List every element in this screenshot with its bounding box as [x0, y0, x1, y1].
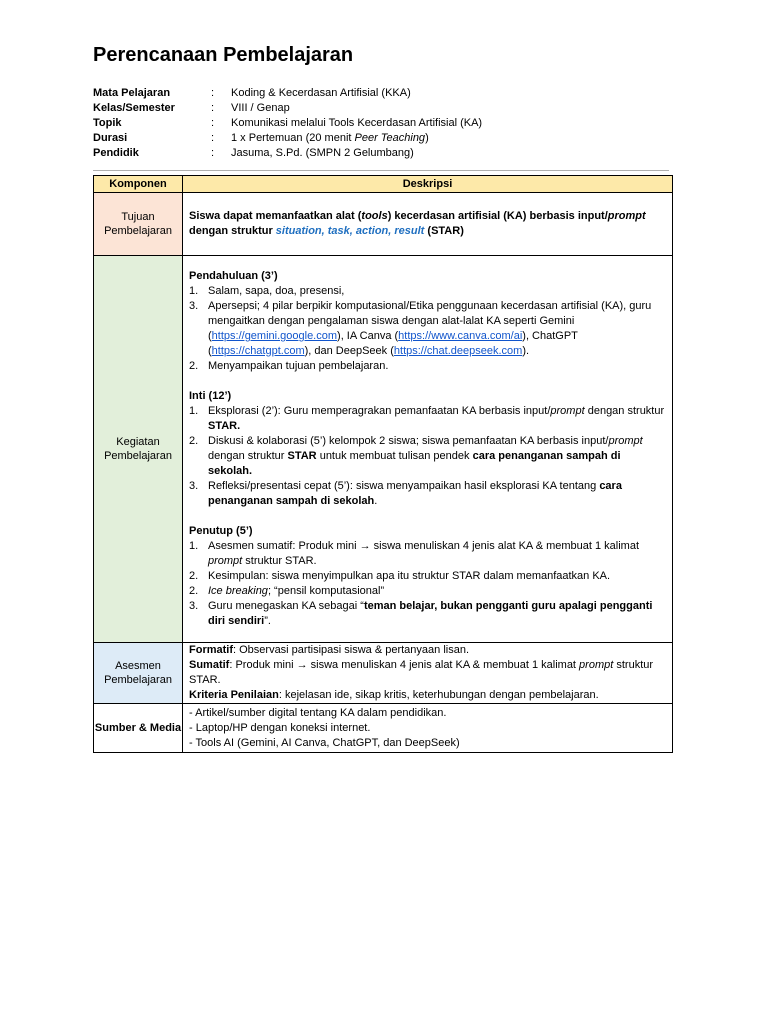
deskripsi-tujuan	[183, 193, 673, 256]
text-part: Eksplorasi (2’): Guru memperagrakan pemanfaatan KA berbasis input/	[208, 405, 551, 417]
text-part: ), IA Canva (	[337, 330, 399, 342]
asesmen-key: Formatif	[189, 644, 233, 656]
list-text: Menyampaikan tujuan pembelajaran.	[208, 360, 389, 372]
meta-value	[231, 132, 429, 147]
list-item	[189, 584, 666, 599]
text-part: .	[374, 495, 378, 507]
text-part: untuk membuat tulisan pendek	[316, 450, 473, 462]
text-part: prompt	[550, 405, 585, 417]
list-number: 3.	[189, 600, 199, 612]
header-deskripsi: Deskripsi	[183, 176, 673, 193]
asesmen-value: prompt	[579, 659, 614, 671]
meta-colon: :	[211, 102, 215, 114]
meta-row-topik	[93, 117, 482, 132]
list-number: 3.	[189, 300, 199, 312]
meta-info	[93, 87, 482, 162]
text-part: Diskusi & kolaborasi (5’) kelompok 2 siswa; siswa pemanfaatan KA berbasis input/	[208, 435, 609, 447]
list-text: Kesimpulan: siswa menyimpulkan apa itu struktur STAR dalam memanfaatkan KA.	[208, 570, 611, 582]
meta-key: Durasi	[93, 132, 128, 144]
pendahuluan-list	[189, 284, 666, 374]
meta-colon: :	[211, 132, 215, 144]
durasi-post: )	[425, 132, 429, 144]
penutup-title: Penutup (5’)	[189, 525, 253, 537]
deskripsi-kegiatan	[183, 256, 673, 643]
asesmen-value: : kejelasan ide, sikap kritis, keterhubungan dengan pembelajaran.	[278, 689, 599, 701]
meta-key: Mata Pelajaran	[93, 87, 171, 99]
list-item	[189, 599, 666, 629]
text-part: Ice breaking	[208, 585, 268, 597]
meta-row-mapel	[93, 87, 482, 102]
list-text	[208, 599, 666, 629]
meta-row-pendidik	[93, 147, 482, 162]
list-number: 2.	[189, 570, 199, 582]
asesmen-value: : Observasi partisipasi siswa & pertanyaan lisan.	[233, 644, 469, 656]
deskripsi-asesmen	[183, 643, 673, 704]
asesmen-kriteria	[189, 688, 666, 703]
list-item	[189, 479, 666, 509]
text-part: Asesmen sumatif: Produk mini → siswa menuliskan 4 jenis alat KA & membuat 1 kalimat	[208, 540, 640, 552]
link-gemini[interactable]: https://gemini.google.com	[211, 330, 338, 342]
table-row	[94, 643, 673, 704]
komponen-tujuan: Tujuan Pembelajaran	[94, 193, 183, 256]
spacer	[189, 509, 666, 524]
list-text	[208, 299, 666, 359]
meta-value: Komunikasi melalui Tools Kecerdasan Artifisial (KA)	[231, 117, 483, 129]
asesmen-key: Kriteria Penilaian	[189, 689, 279, 701]
komponen-sumber: Sumber & Media	[94, 704, 183, 753]
text-part: ”.	[264, 615, 271, 627]
tujuan-text	[189, 209, 666, 239]
durasi-pre: 1 x Pertemuan (20 menit	[231, 132, 355, 144]
meta-colon: :	[211, 117, 215, 129]
text-part: dengan struktur	[584, 405, 665, 417]
list-number: 2.	[189, 585, 199, 597]
text-part: struktur STAR.	[242, 555, 317, 567]
text-part: prompt	[608, 435, 643, 447]
text-part: STAR	[287, 450, 317, 462]
list-text	[208, 479, 666, 509]
link-deepseek[interactable]: https://chat.deepseek.com	[393, 345, 523, 357]
table-row	[94, 193, 673, 256]
tujuan-part: Siswa dapat memanfaatkan alat (	[189, 210, 362, 222]
komponen-asesmen: Asesmen Pembelajaran	[94, 643, 183, 704]
page-title: Perencanaan Pembelajaran	[93, 44, 354, 66]
list-text	[208, 539, 666, 569]
meta-value: Koding & Kecerdasan Artifisial (KKA)	[231, 87, 411, 99]
text-part: ).	[522, 345, 530, 357]
inti-title: Inti (12’)	[189, 390, 232, 402]
asesmen-formatif	[189, 643, 666, 658]
deskripsi-sumber	[183, 704, 673, 753]
asesmen-key: Sumatif	[189, 659, 230, 671]
spacer	[189, 374, 666, 389]
meta-colon: :	[211, 147, 215, 159]
meta-value: VIII / Genap	[231, 102, 290, 114]
header-komponen: Komponen	[94, 176, 183, 193]
table-header-row	[94, 176, 673, 193]
sumber-item: - Laptop/HP dengan koneksi internet.	[189, 721, 371, 734]
inti-list	[189, 404, 666, 509]
text-part: ), ChatGPT (	[208, 330, 578, 357]
text-part: cara penanganan sampah di sekolah.	[208, 450, 621, 477]
tujuan-part: dengan struktur	[189, 225, 276, 237]
list-item	[189, 359, 666, 374]
asesmen-value: struktur STAR.	[189, 659, 654, 686]
asesmen-sumatif	[189, 658, 666, 688]
list-item	[189, 284, 666, 299]
meta-row-kelas	[93, 102, 482, 117]
text-part: dengan struktur	[208, 450, 288, 462]
table-row	[94, 256, 673, 643]
komponen-kegiatan: Kegiatan Pembelajaran	[94, 256, 183, 643]
penutup-list	[189, 539, 666, 629]
list-item	[189, 299, 666, 359]
list-number: 1.	[189, 405, 199, 417]
list-text	[208, 434, 666, 479]
list-item	[189, 539, 666, 569]
pendahuluan-title: Pendahuluan (3’)	[189, 270, 278, 282]
text-part: Guru menegaskan KA sebagai “	[208, 600, 364, 612]
list-text	[208, 404, 666, 434]
list-number: 1.	[189, 285, 199, 297]
text-part: Refleksi/presentasi cepat (5’): siswa menyampaikan hasil eksplorasi KA tentang	[208, 480, 600, 492]
text-part: teman belajar, bukan pengganti guru apalagi pengganti diri sendiri	[208, 600, 653, 627]
tujuan-part: prompt	[607, 210, 646, 222]
meta-key: Kelas/Semester	[93, 102, 175, 114]
list-item	[189, 434, 666, 479]
list-item	[189, 404, 666, 434]
text-part: cara penanganan sampah di sekolah	[208, 480, 622, 507]
meta-key: Pendidik	[93, 147, 139, 159]
sumber-item: - Tools AI (Gemini, AI Canva, ChatGPT, dan DeepSeek)	[189, 736, 460, 749]
list-text	[208, 584, 666, 599]
link-canva[interactable]: https://www.canva.com/ai	[398, 330, 523, 342]
divider	[93, 170, 669, 171]
list-number: 3.	[189, 480, 199, 492]
list-number: 2.	[189, 435, 199, 447]
table-row	[94, 704, 673, 753]
text-part: STAR.	[208, 420, 241, 432]
durasi-em: Peer Teaching	[354, 132, 426, 144]
meta-row-durasi	[93, 132, 482, 147]
link-chatgpt[interactable]: https://chatgpt.com	[211, 345, 305, 357]
sumber-item: - Artikel/sumber digital tentang KA dalam pendidikan.	[189, 706, 447, 719]
list-number: 2.	[189, 360, 199, 372]
text-part: prompt	[208, 555, 243, 567]
meta-colon: :	[211, 87, 215, 99]
tujuan-star: situation, task, action, result	[275, 225, 425, 237]
plan-table	[93, 175, 673, 753]
tujuan-part: ) kecerdasan artifisial (KA) berbasis input/	[387, 210, 608, 222]
list-item	[189, 569, 666, 584]
list-text: Salam, sapa, doa, presensi,	[208, 285, 345, 297]
tujuan-part: tools	[361, 210, 388, 222]
meta-key: Topik	[93, 117, 122, 129]
asesmen-value: : Produk mini → siswa menuliskan 4 jenis alat KA & membuat 1 kalimat	[229, 659, 580, 671]
meta-value: Jasuma, S.Pd. (SMPN 2 Gelumbang)	[231, 147, 414, 159]
text-part: ), dan DeepSeek (	[304, 345, 394, 357]
text-part: Apersepsi; 4 pilar berpikir komputasional/Etika penggunaan kecerdasan artifisial (KA), guru mengaitkan dengan pengalaman siswa dengan alat-lalat KA seperti Gemini (	[208, 300, 652, 342]
text-part: ; “pensil komputasional”	[267, 585, 385, 597]
list-number: 1.	[189, 540, 199, 552]
tujuan-part: (STAR)	[424, 225, 464, 237]
